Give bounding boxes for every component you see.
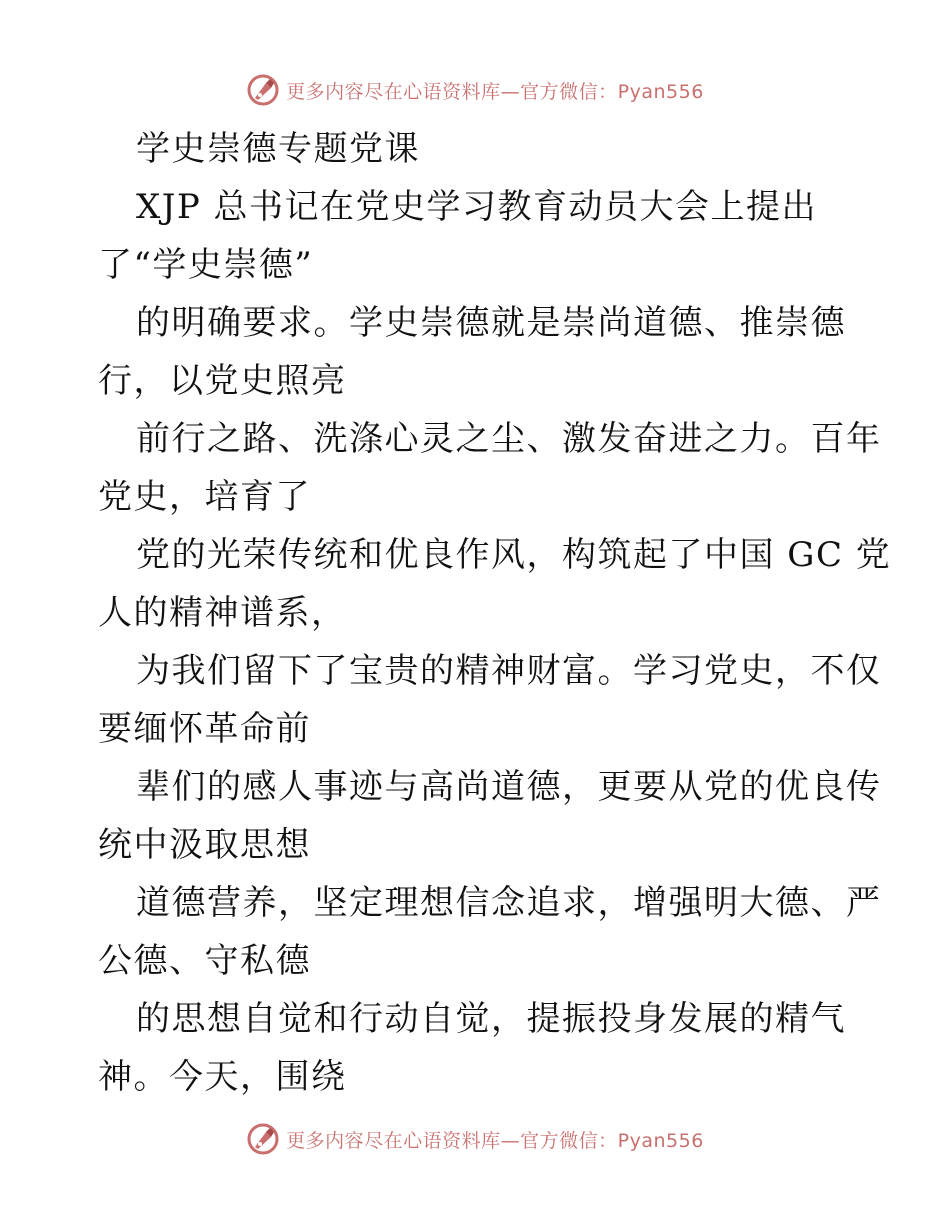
text-line: 党的光荣传统和优良作风，构筑起了中国 GC 党: [136, 535, 892, 575]
document-body: [98, 120, 892, 1106]
header-watermark-text: 更多内容尽在心语资料库—官方微信：Pyan556: [286, 80, 704, 103]
footer-watermark-text: 更多内容尽在心语资料库—官方微信：Pyan556: [286, 1129, 704, 1152]
text-line: 道德营养，坚定理想信念追求，增强明大德、严: [136, 883, 882, 923]
text-line: 公德、守私德: [98, 941, 311, 981]
pen-nib-logo-icon: [246, 73, 280, 107]
text-line: 的思想自觉和行动自觉，提振投身发展的精气: [136, 999, 846, 1039]
footer-watermark-banner: [0, 1119, 950, 1159]
text-line: 的明确要求。学史崇德就是崇尚道德、推崇德: [136, 303, 846, 343]
text-line: 辈们的感人事迹与高尚道德，更要从党的优良传: [136, 767, 882, 807]
text-line: 神。今天，围绕: [98, 1057, 347, 1097]
text-line: 人的精神谱系，: [98, 593, 347, 633]
text-line: 行，以党史照亮: [98, 361, 347, 401]
text-line: 了“学史崇德”: [98, 245, 314, 285]
pen-nib-logo-icon: [246, 1122, 280, 1156]
text-line: 为我们留下了宝贵的精神财富。学习党史，不仅: [136, 651, 882, 691]
text-line: 统中汲取思想: [98, 825, 311, 865]
text-line: 要缅怀革命前: [98, 709, 311, 749]
text-line: XJP 总书记在党史学习教育动员大会上提出: [136, 187, 818, 227]
header-watermark-banner: [0, 70, 950, 110]
text-line: 前行之路、洗涤心灵之尘、激发奋进之力。百年: [136, 419, 882, 459]
text-line: 党史，培育了: [98, 477, 311, 517]
document-title: 学史崇德专题党课: [136, 129, 420, 169]
